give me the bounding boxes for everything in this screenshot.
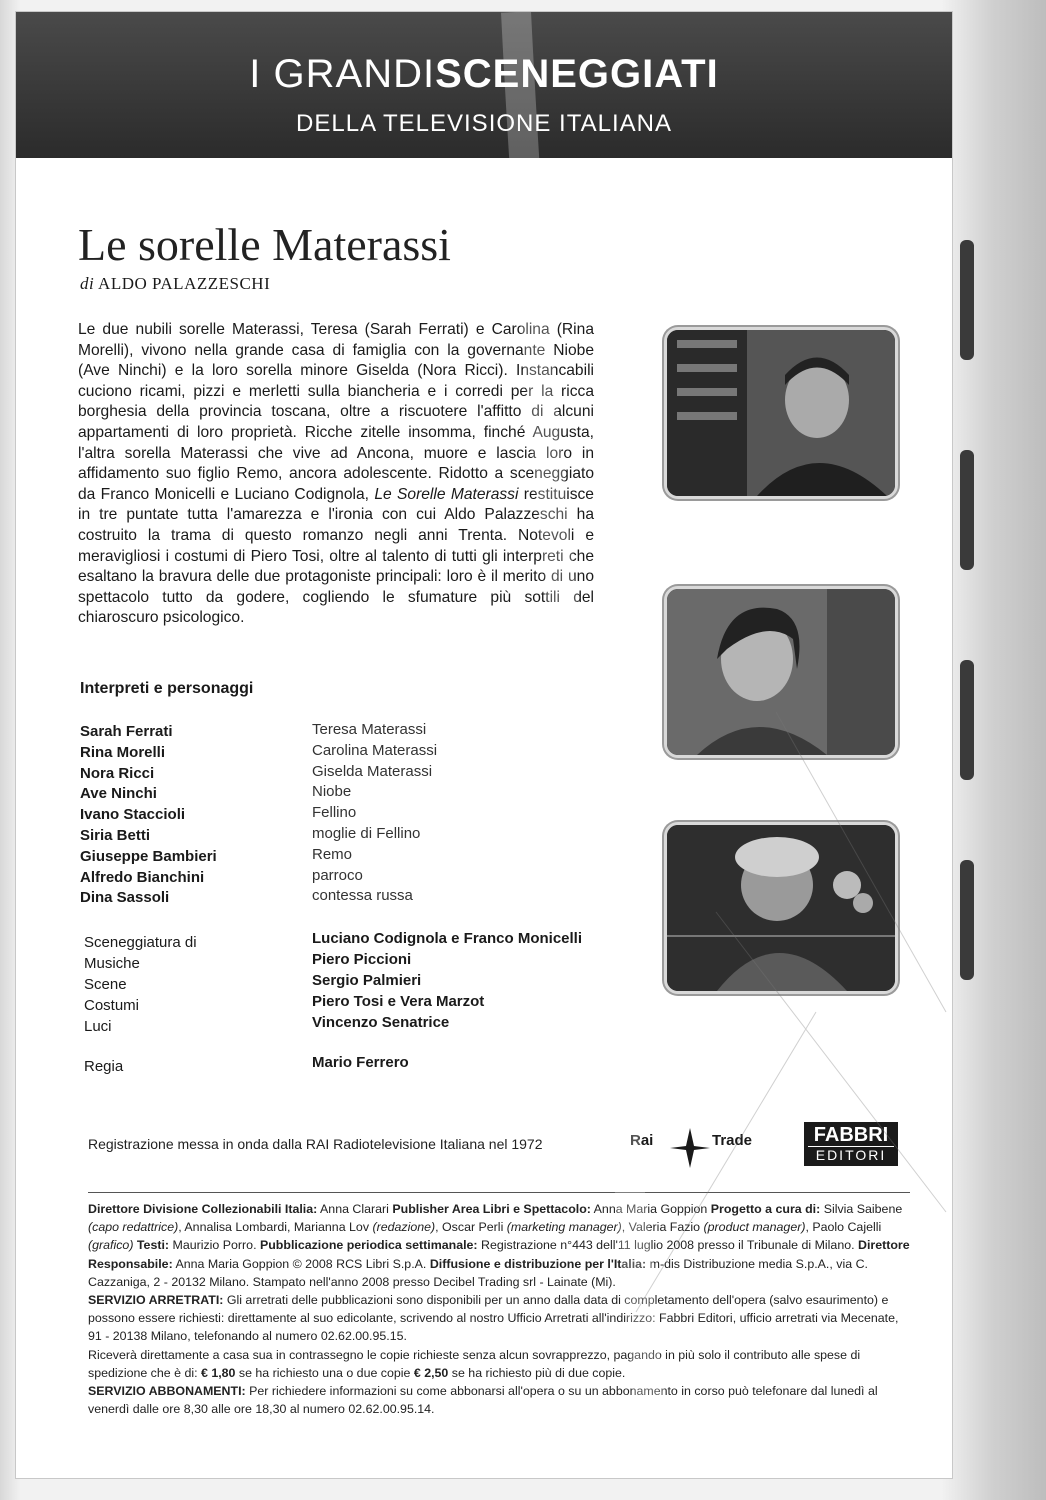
still-frame-2 [664,586,898,758]
imprint-label: Direttore Divisione Collezionabili Italia: [88,1202,318,1216]
trade-logo-text: Trade [712,1132,753,1149]
rai-logo-text: Rai [630,1132,654,1149]
imprint-role: (marketing manager) [506,1220,622,1235]
rai-trade-logo-icon [630,1124,760,1170]
cast-actor: Ave Ninchi [80,785,157,803]
author-name: ALDO PALAZZESCHI [98,274,271,293]
imprint-value: Anna Clarari [320,1202,389,1216]
synopsis-text [78,320,594,629]
cast-actor: Siria Betti [80,826,151,844]
imprint-label: Publisher Area Libri e Spettacolo: [392,1202,591,1216]
credit-value: Vincenzo Senatrice [312,1014,450,1031]
cast-role-list [312,720,437,907]
cast-actor: Ivano Staccioli [80,806,186,824]
credit-value: Piero Tosi e Vera Marzot [312,993,485,1010]
cast-actor-list [80,722,217,909]
imprint-value: Registrazione n°443 dell'11 luglio 2008 presso il Tribunale di Milano. [481,1238,855,1253]
synopsis-part2: restituisce in tre puntate tutta l'amarezza e l'ironia con cui Aldo Palazzeschi ha costruito la trama di questo romanzo negli anni Trenta. Notevoli e meravigliosi i costumi di Piero Tosi, oltre al talento di tutti gli interpreti che esaltano la bravura delle due protagoniste principali: loro è il merito di uno spettacolo tutto da godere, cogliendo le sfumature più sottili del chiaroscuro psicologico. [78,485,594,627]
cast-role: Niobe [312,783,352,801]
imprint-label: Direttore Responsabile: [88,1238,910,1271]
imprint-text [88,1200,912,1418]
author-prefix: di [80,274,95,293]
imprint-value: Riceverà direttamente a casa sua in contrassegno le copie richieste senza alcun sovrapprezzo, pagando in più solo il contributo alle spese di spedizione che è di: [88,1347,861,1380]
imprint-value: , Oscar Perli [435,1220,504,1235]
credit-label-list [84,932,197,1037]
imprint-role: (capo redattrice) [88,1220,179,1235]
credit-value: Piero Piccioni [312,951,412,968]
still-image-elderly-woman [667,825,895,991]
imprint-value: Anna Maria Goppion © 2008 RCS Libri S.p.A. [175,1256,427,1271]
synopsis-part1: Le due nubili sorelle Materassi, Teresa (Sarah Ferrati) e Carolina (Rina Morelli), vivono nella grande casa di famiglia con la governante Niobe (Ave Ninchi) e la loro sorella minore Giselda (Nora Ricci). Instancabili cuciono ricami, pizzi e merletti sulla biancheria e i corredi per la ricca borghesia della provincia toscana, oltre a riscuotere l'affitto di alcuni appartamenti di loro proprietà. Ricche zitelle insomma, finché Augusta, l'altra sorella Materassi che vive ad Ancona, muore e lascia loro in affidamento suo figlio Remo, ancora adolescente. Ridotto a sceneggiato da Franco Monicelli e Luciano Codignola, [78,321,594,503]
regia-label: Regia [84,1058,124,1075]
fabbri-logo-top: FABBRI [813,1124,889,1146]
imprint-label: Pubblicazione periodica settimanale: [259,1238,478,1253]
credit-value: Luciano Codignola e Franco Monicelli [312,930,583,947]
imprint-label: Progetto a cura di: [710,1202,821,1216]
imprint-value: se ha richiesto una o due copie [238,1365,411,1380]
divider [88,1192,910,1193]
imprint-price: € 1,80 [200,1365,236,1380]
imprint-value: , Annalisa Lombardi, Marianna Lov [178,1220,370,1235]
imprint-value: , Paolo Cajelli [805,1220,882,1235]
cast-actor: Giuseppe Bambieri [80,847,217,865]
fabbri-editori-logo-icon [804,1122,898,1166]
imprint-price: € 2,50 [413,1365,449,1380]
cast-role: parroco [312,866,363,884]
imprint-value: via C. Cazzaniga, 2 - 20132 Milano. Stampato nell'anno 2008 presso Decibel Trading srl - Lainate (Mi). [88,1256,868,1289]
case-spine-tabs [960,240,980,1240]
credit-label: Luci [84,1018,112,1035]
cast-heading: Interpreti e personaggi [80,680,254,697]
imprint-role: (grafico) [88,1238,134,1253]
cast-role: Giselda Materassi [312,762,433,780]
imprint-value: m-dis Distribuzione media S.p.A., [649,1256,833,1271]
cast-role: Remo [312,845,353,863]
imprint-value: se ha richiesto più di due copie. [451,1365,626,1380]
imprint-label: Diffusione e distribuzione per l'Italia: [429,1256,647,1271]
cast-actor: Rina Morelli [80,743,166,761]
registration-note: Registrazione messa in onda dalla RAI Radiotelevisione Italiana nel 1972 [88,1136,543,1152]
author-line [80,274,270,294]
cast-actor: Dina Sassoli [80,889,170,907]
cast-role: Carolina Materassi [312,741,438,759]
cast-role: Teresa Materassi [312,721,427,738]
imprint-value: Maurizio Porro. [172,1238,257,1253]
credit-label: Sceneggiatura di [84,934,197,951]
fabbri-logo-bottom: EDITORI [808,1146,894,1163]
series-title [16,52,952,96]
cast-actor: Alfredo Bianchini [80,868,205,886]
imprint-label: Testi: [136,1238,170,1253]
credit-label: Costumi [84,997,140,1014]
series-subtitle: DELLA TELEVISIONE ITALIANA [296,110,672,137]
series-prefix: I GRANDI [249,52,436,96]
imprint-value: Gli arretrati delle pubblicazioni sono disponibili per un anno dalla data di completamento dell'opera (salvo esaurimento) e possono essere richiesti: direttamente al suo edicolante, scrivendo al nostro Ufficio Arretrati all'indirizzo: Fabbri Editori, ufficio arretrati via Mecenate, 91 - 20138 Milano, telefonando al numero 02.62.00.95.15. [88,1293,899,1344]
imprint-value: Silvia Saibene [823,1202,903,1216]
imprint-value: , Valeria Fazio [621,1220,701,1235]
cast-role: moglie di Fellino [312,824,421,842]
synopsis-title-italic: Le Sorelle Materassi [374,485,519,503]
still-image-man [667,330,895,496]
credit-value-list [312,928,582,1033]
imprint-label: SERVIZIO ARRETRATI: [88,1293,224,1308]
imprint-role: (product manager) [703,1220,806,1235]
credit-label: Scene [84,976,127,993]
regia-value: Mario Ferrero [312,1054,409,1071]
cast-actor: Sarah Ferrati [80,723,173,740]
cast-role: contessa russa [312,887,413,905]
still-frame-1 [664,327,898,499]
series-header [16,12,952,158]
imprint-label: SERVIZIO ABBONAMENTI: [88,1384,246,1399]
imprint-role: (redazione) [372,1220,436,1235]
still-frame-3 [664,822,898,994]
credit-value: Sergio Palmieri [312,972,422,989]
credit-label: Musiche [84,955,140,972]
imprint-value: Anna Maria Goppion [593,1202,708,1216]
series-main: SCENEGGIATI [435,52,719,96]
cast-role: Fellino [312,804,357,822]
imprint-value: Per richiedere informazioni su come abbonarsi all'opera o su un abbonamento in corso può telefonare dal lunedì al venerdì dalle ore 8,30 alle ore 18,30 al numero 02.62.00.95.14. [88,1384,878,1417]
rai-trade-mark-icon [670,1126,710,1170]
still-image-woman [667,589,895,755]
page-title: Le sorelle Materassi [78,219,451,270]
cast-actor: Nora Ricci [80,764,155,782]
